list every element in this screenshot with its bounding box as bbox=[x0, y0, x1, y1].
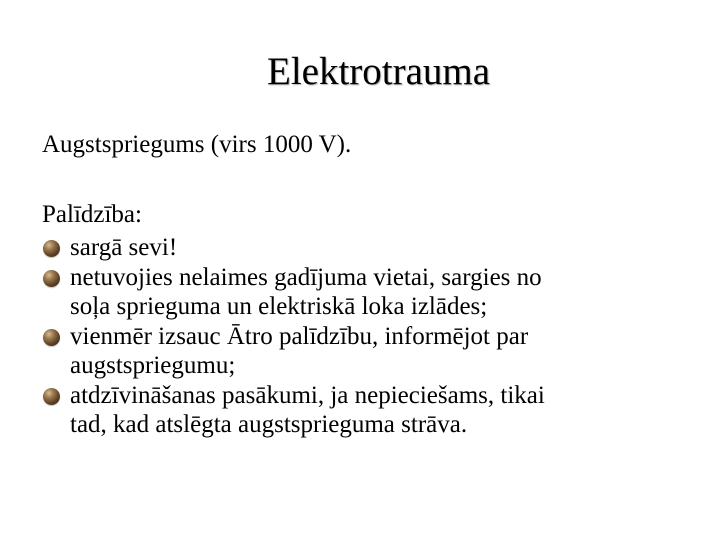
bullet-item bbox=[42, 322, 682, 381]
bullet-text-line: soļa sprieguma un elektriskā loka izlādes; bbox=[70, 293, 488, 320]
bullet-item bbox=[42, 381, 682, 440]
bullet-list bbox=[42, 233, 682, 440]
bullet-sphere-icon bbox=[43, 329, 60, 346]
bullet-text-line: tad, kad atslēgta augstsprieguma strāva. bbox=[70, 411, 468, 438]
bullet-item bbox=[42, 233, 682, 263]
help-heading: Palīdzība: bbox=[42, 201, 142, 228]
bullet-text-line: vienmēr izsauc Ātro palīdzību, informējot par bbox=[70, 322, 529, 350]
bullet-item bbox=[42, 263, 682, 322]
bullet-text-line: augstspriegumu; bbox=[70, 352, 236, 379]
bullet-text-line: sargā sevi! bbox=[70, 234, 178, 261]
bullet-sphere-icon bbox=[43, 270, 60, 287]
slide-title: Elektrotrauma bbox=[267, 50, 491, 93]
bullet-sphere-icon bbox=[43, 240, 60, 257]
bullet-sphere-icon bbox=[43, 388, 60, 405]
bullet-text-line: atdzīvināšanas pasākumi, ja nepieciešams, tikai bbox=[70, 381, 545, 409]
subtitle: Augstspriegums (virs 1000 V). bbox=[42, 131, 352, 158]
bullet-text-line: netuvojies nelaimes gadījuma vietai, sargies no bbox=[70, 263, 542, 291]
